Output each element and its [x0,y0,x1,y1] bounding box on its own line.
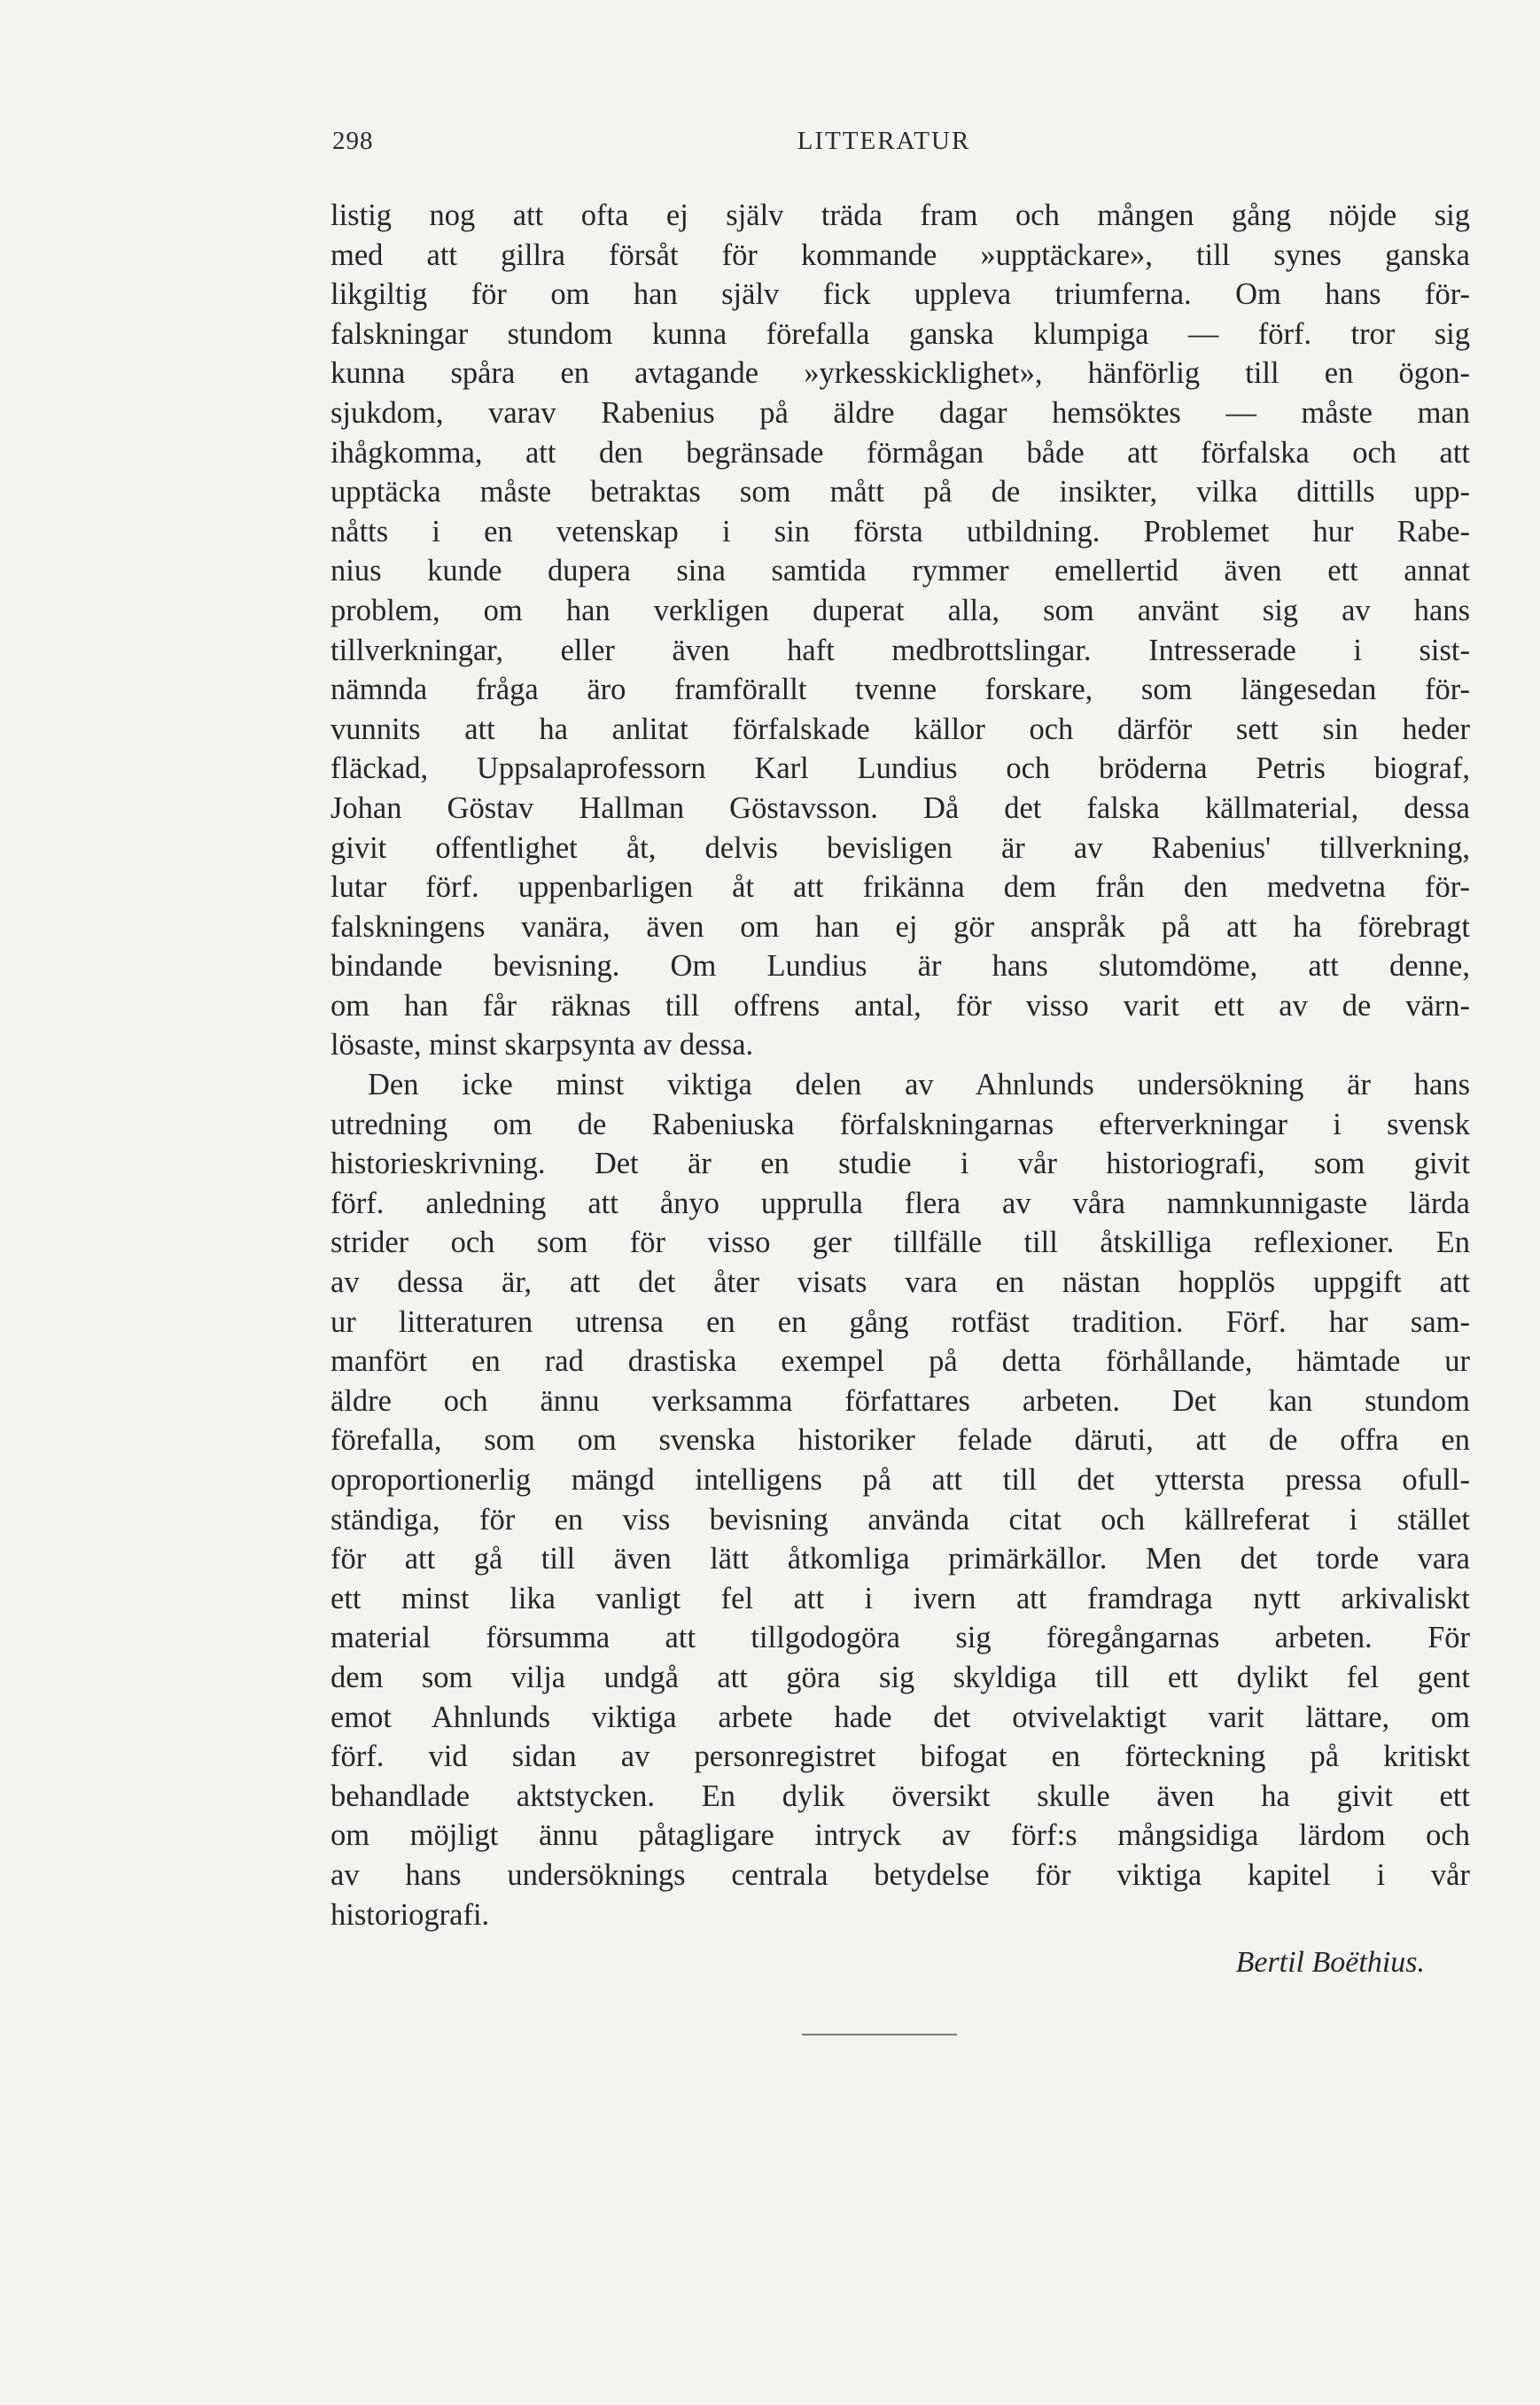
text-line: dem som vilja undgå att göra sig skyldiga till ett dylikt fel gent [331,1660,1470,1694]
text-line: oproportionerlig mängd intelligens på att till det yttersta pressa ofull- [331,1463,1470,1497]
text-line: Den icke minst viktiga delen av Ahnlunds undersökning är hans [368,1068,1470,1102]
text-line: lutar förf. uppenbarligen åt att frikänna dem från den medvetna för- [331,870,1470,905]
page-number: 298 [332,127,374,155]
text-line: äldre och ännu verksamma författares arbeten. Det kan stundom [331,1383,1470,1418]
author-signature: Bertil Boëthius. [1235,1946,1425,1979]
text-line: förf. vid sidan av personregistret bifogat en förteckning på kritiskt [331,1740,1470,1774]
end-rule [802,2034,957,2035]
text-line: ett minst lika vanligt fel att i ivern att framdraga nytt arkivaliskt [331,1581,1470,1615]
text-line: nåtts i en vetenskap i sin första utbildning. Problemet hur Rabe- [331,514,1470,549]
text-line: material försumma att tillgodogöra sig föregångarnas arbeten. För [331,1621,1470,1655]
text-line: om möjligt ännu påtagligare intryck av förf:s mångsidiga lärdom och [331,1818,1470,1853]
text-line: förefalla, som om svenska historiker felade däruti, att de offra en [331,1423,1470,1458]
text-line: sjukdom, varav Rabenius på äldre dagar hemsöktes — måste man [331,395,1470,430]
text-line: historiografi. [331,1897,490,1932]
text-line: emot Ahnlunds viktiga arbete hade det otvivelaktigt varit lättare, om [331,1700,1470,1734]
text-line: falskningens vanära, även om han ej gör anspråk på att ha förebragt [331,909,1470,944]
text-line: upptäcka måste betraktas som mått på de insikter, vilka dittills upp- [331,475,1470,510]
text-line: med att gillra försåt för kommande »upptäckare», till synes ganska [331,237,1470,272]
text-line: historieskrivning. Det är en studie i vår historiografi, som givit [331,1147,1470,1181]
text-line: av hans undersöknings centrala betydelse för viktiga kapitel i vår [331,1857,1470,1892]
text-line: förf. anledning att ånyo upprulla flera av våra namnkunnigaste lärda [331,1186,1470,1220]
text-line: strider och som för visso ger tillfälle till åtskilliga reflexioner. En [331,1226,1470,1260]
text-line: om han får räknas till offrens antal, för visso varit ett av de värn- [331,988,1470,1023]
text-line: manfört en rad drastiska exempel på detta förhållande, hämtade ur [331,1344,1470,1379]
text-line: nämnda fråga äro framförallt tvenne forskare, som längesedan för- [331,673,1470,707]
text-line: Johan Göstav Hallman Göstavsson. Då det falska källmaterial, dessa [331,790,1470,825]
body-text [331,196,1470,1934]
text-line: av dessa är, att det åter visats vara en nästan hopplös uppgift att [331,1265,1470,1300]
text-line: ur litteraturen utrensa en en gång rotfäst tradition. Förf. har sam- [331,1304,1470,1339]
text-line: ständiga, för en viss bevisning använda citat och källreferat i stället [331,1502,1470,1537]
text-line: listig nog att ofta ej själv träda fram och mången gång nöjde sig [331,198,1470,232]
text-line: fläckad, Uppsalaprofessorn Karl Lundius och bröderna Petris biograf, [331,751,1470,786]
text-line: utredning om de Rabeniuska förfalskningarnas efterverkningar i svensk [331,1107,1470,1141]
text-line: nius kunde dupera sina samtida rymmer emellertid även ett annat [331,554,1470,588]
text-line: för att gå till även lätt åtkomliga primärkällor. Men det torde vara [331,1542,1470,1576]
text-line: lösaste, minst skarpsynta av dessa. [331,1028,754,1062]
text-line: behandlade aktstycken. En dylik översikt skulle även ha givit ett [331,1778,1470,1813]
text-line: ihågkomma, att den begränsade förmågan både att förfalska och att [331,435,1470,470]
text-line: givit offentlighet åt, delvis bevisligen är av Rabenius' tillverkning, [331,830,1470,865]
text-line: falskningar stundom kunna förefalla ganska klumpiga — förf. tror sig [331,316,1470,351]
page-header [332,127,1435,162]
text-line: problem, om han verkligen duperat alla, som använt sig av hans [331,593,1470,627]
text-line: vunnits att ha anlitat förfalskade källor och därför sett sin heder [331,712,1470,746]
text-line: bindande bevisning. Om Lundius är hans slutomdöme, att denne, [331,949,1470,984]
text-line: tillverkningar, eller även haft medbrottslingar. Intresserade i sist- [331,633,1470,667]
text-line: kunna spåra en avtagande »yrkesskicklighet», hänförlig till en ögon- [331,356,1470,391]
text-line: likgiltig för om han själv fick uppleva triumferna. Om hans för- [331,277,1470,312]
running-head: LITTERATUR [797,127,971,155]
